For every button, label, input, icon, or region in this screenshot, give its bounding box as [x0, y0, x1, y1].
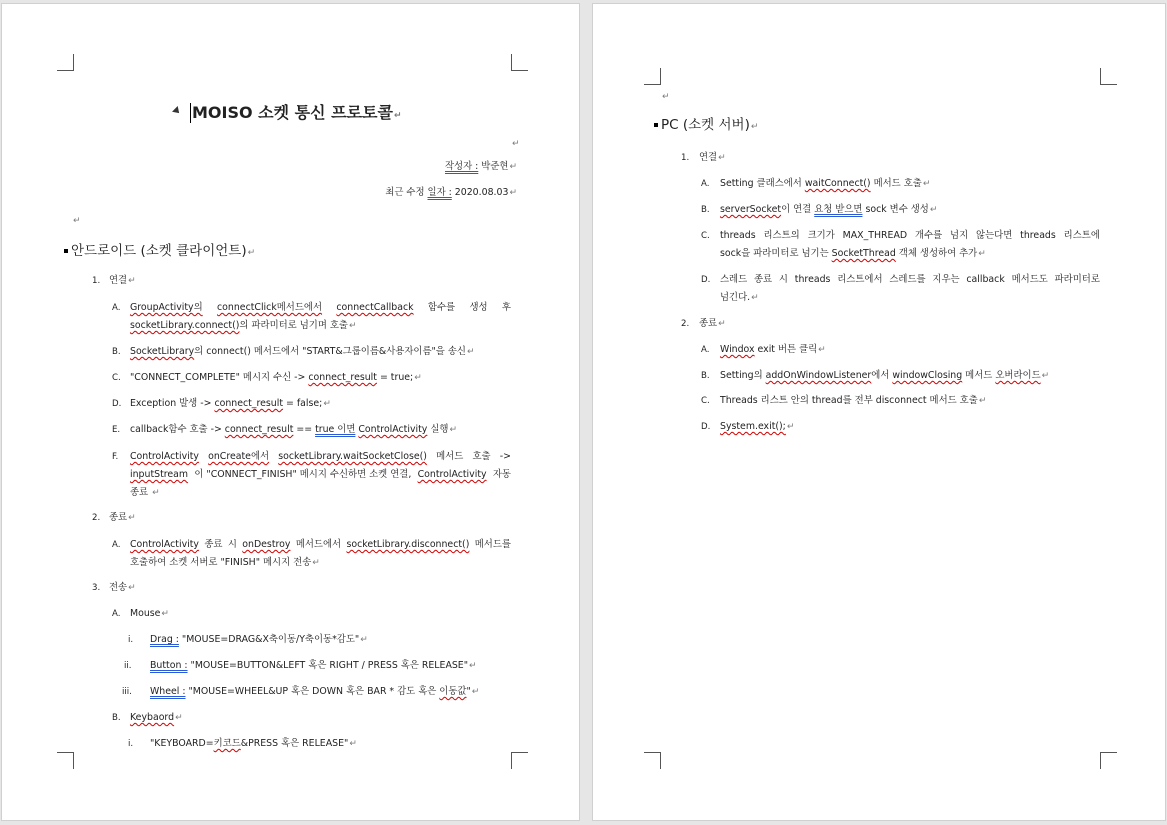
crop-mark — [57, 752, 74, 769]
empty-paragraph: ↵ — [512, 139, 520, 149]
crop-mark — [1100, 68, 1117, 85]
pc-terminate-item-d: System.exit();↵ — [720, 421, 795, 432]
list-marker: A. — [701, 179, 710, 189]
list-marker: iii. — [122, 687, 132, 697]
android-terminate-item-a: ControlActivity 종료 시 onDestroy 메서드에서 socketLibrary.disconnect() 메서드를 호출하여 소켓 서버로 "FINISH" 메시지 전송↵ — [130, 539, 511, 568]
transmit-mouse-title: Mouse↵ — [130, 608, 169, 619]
pc-terminate-item-b: Setting의 addOnWindowListener에서 windowClosing 메서드 오버라이드↵ — [720, 370, 1050, 381]
empty-paragraph: ↵ — [73, 216, 81, 226]
list-marker: 2. — [92, 513, 101, 523]
list-marker: C. — [701, 231, 710, 241]
crop-mark — [511, 54, 528, 71]
heading-marker — [654, 123, 658, 127]
list-marker: i. — [128, 739, 134, 749]
text-cursor — [190, 103, 191, 123]
list-marker: D. — [701, 422, 711, 432]
list-marker: ii. — [124, 661, 132, 671]
list-marker: C. — [701, 396, 710, 406]
android-connect-item-c: "CONNECT_COMPLETE" 메시지 수신 -> connect_result = true;↵ — [130, 372, 422, 383]
pc-connect-item-c: threads 리스트의 크기가 MAX_THREAD 개수를 넘지 않는다면 threads 리스트에 sock을 파라미터로 넘기는 SocketThread 객체 생성하여 추가↵ — [720, 230, 1100, 259]
date-line: 최근 수정 일자 : 2020.08.03↵ — [385, 187, 517, 198]
mouse-wheel-item: Wheel : "MOUSE=WHEEL&UP 혹은 DOWN 혹은 BAR * 감도 혹은 이동값"↵ — [150, 686, 480, 697]
list-marker: D. — [701, 275, 711, 285]
author-line: 작성자 : 박준현↵ — [444, 161, 517, 172]
crop-mark — [644, 68, 661, 85]
list-marker: A. — [112, 540, 121, 550]
list-marker: i. — [128, 635, 134, 645]
list-marker: B. — [112, 347, 121, 357]
pc-connect-item-d: 스레드 종료 시 threads 리스트에서 스레드를 지우는 callback 메서드도 파라미터로 넘긴다.↵ — [720, 274, 1100, 303]
list-marker: B. — [701, 371, 710, 381]
crop-mark — [57, 54, 74, 71]
pc-terminate-item-a: Windox exit 버튼 클릭↵ — [720, 344, 826, 355]
list-marker: 3. — [92, 583, 101, 593]
crop-mark — [511, 752, 528, 769]
android-connect-item-d: Exception 발생 -> connect_result = false;↵ — [130, 398, 331, 409]
pc-connect-item-b: serverSocket이 연결 요청 받으면 sock 변수 생성↵ — [720, 204, 938, 215]
heading-pc: PC (소켓 서버)↵ — [654, 116, 758, 136]
list-marker: A. — [112, 303, 121, 313]
section-terminate-title: 종료↵ — [109, 512, 136, 523]
pc-connect-item-a: Setting 클래스에서 waitConnect() 메서드 호출↵ — [720, 178, 931, 189]
crop-mark — [1100, 752, 1117, 769]
document-page-2[interactable] — [593, 4, 1165, 820]
transmit-keyboard-title: Keybaord↵ — [130, 712, 183, 723]
section-transmit-title: 전송↵ — [109, 582, 136, 593]
crop-mark — [644, 752, 661, 769]
list-marker: F. — [112, 452, 119, 462]
document-page-1[interactable] — [2, 4, 579, 820]
heading-android: 안드로이드 (소켓 클라이언트)↵ — [64, 242, 255, 262]
android-connect-item-f: ControlActivity onCreate에서 socketLibrary.waitSocketClose() 메서드 호출 -> inputStream 이 "CONNECT_FINISH" 메시지 수신하면 소켓 연결, ControlActivity 자동 종료 ↵ — [130, 451, 511, 498]
android-connect-item-b: SocketLibrary의 connect() 메서드에서 "START&그룹이름&사용자이름"을 송신↵ — [130, 346, 475, 357]
list-marker: 1. — [681, 153, 690, 163]
list-marker: B. — [701, 205, 710, 215]
list-marker: B. — [112, 713, 121, 723]
mouse-button-item: Button : "MOUSE=BUTTON&LEFT 혹은 RIGHT / PRESS 혹은 RELEASE"↵ — [150, 660, 477, 671]
document-title: MOISO 소켓 통신 프로토콜↵ — [192, 103, 402, 122]
android-connect-item-e: callback함수 호출 -> connect_result == true 이면 ControlActivity 실행↵ — [130, 424, 457, 435]
android-connect-item-a: GroupActivity의 connectClick메서드에서 connectCallback 함수를 생성 후 socketLibrary.connect()의 파라미터로 넘기며 호출↵ — [130, 302, 511, 331]
pc-terminate-item-c: Threads 리스트 안의 thread를 전부 disconnect 메서드 호출↵ — [720, 395, 987, 406]
mouse-drag-item: Drag : "MOUSE=DRAG&X축이동/Y축이동*감도"↵ — [150, 634, 368, 645]
pc-section-terminate-title: 종료↵ — [699, 318, 726, 329]
list-marker: D. — [112, 399, 122, 409]
collapse-heading-icon[interactable] — [172, 106, 182, 116]
list-marker: A. — [112, 609, 121, 619]
heading-marker — [64, 249, 68, 253]
list-marker: E. — [112, 425, 121, 435]
list-marker: C. — [112, 373, 121, 383]
list-marker: 1. — [92, 276, 101, 286]
list-marker: A. — [701, 345, 710, 355]
section-connect-title: 연결↵ — [109, 275, 136, 286]
keyboard-item: "KEYBOARD=키코드&PRESS 혹은 RELEASE"↵ — [150, 738, 357, 749]
empty-paragraph: ↵ — [662, 92, 670, 102]
list-marker: 2. — [681, 319, 690, 329]
pc-section-connect-title: 연결↵ — [699, 152, 726, 163]
